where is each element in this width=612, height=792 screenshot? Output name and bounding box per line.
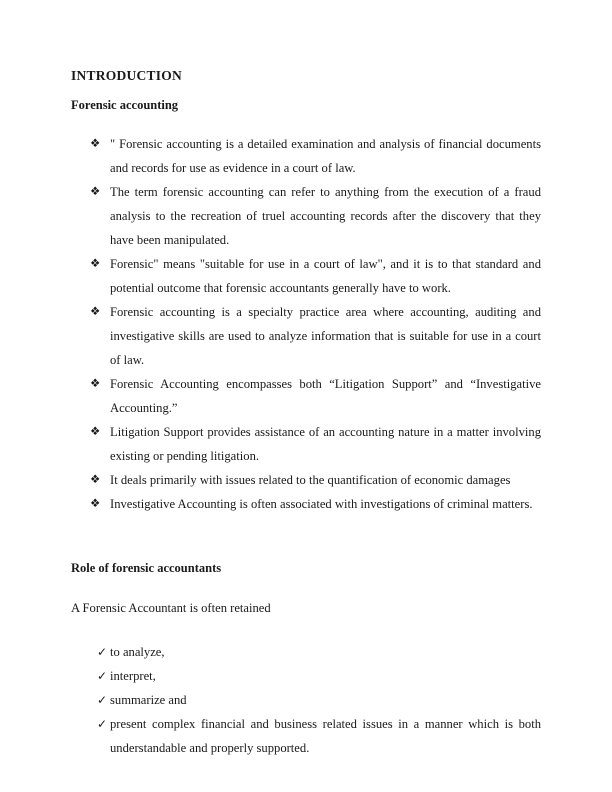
- list-item: [71, 132, 541, 180]
- lead-in-paragraph: A Forensic Accountant is often retained: [71, 601, 271, 615]
- check-bullet-icon: ✓: [97, 717, 108, 731]
- list-item: [71, 180, 541, 252]
- list-item: [71, 252, 541, 300]
- spacer: [71, 516, 541, 560]
- check-bullet-icon: ✓: [97, 669, 108, 683]
- list-item: [71, 468, 541, 492]
- forensic-accountant-role-list: [71, 640, 541, 760]
- page-title: INTRODUCTION: [71, 68, 183, 83]
- list-item-text: Forensic accounting is a specialty practice area where accounting, auditing and investigative skills are used to analyze information that is suitable for use in a court of law.: [110, 305, 541, 367]
- diamond-bullet-icon: ❖: [90, 426, 101, 438]
- list-item-text: Investigative Accounting is often associated with investigations of criminal matters.: [110, 497, 533, 511]
- diamond-bullet-icon: ❖: [90, 258, 101, 270]
- list-item-text: Forensic" means "suitable for use in a court of law", and it is to that standard and potential outcome that forensic accountants generally have to work.: [110, 257, 541, 295]
- list-item: [71, 688, 541, 712]
- list-item-text: " Forensic accounting is a detailed examination and analysis of financial documents and records for use as evidence in a court of law.: [110, 137, 541, 175]
- list-item-text: present complex financial and business related issues in a manner which is both understandable and properly supported.: [110, 717, 541, 755]
- forensic-accounting-list: [71, 132, 541, 516]
- diamond-bullet-icon: ❖: [90, 498, 101, 510]
- list-item-text: It deals primarily with issues related to the quantification of economic damages: [110, 473, 511, 487]
- check-bullet-icon: ✓: [97, 645, 108, 659]
- section-heading-role-of-forensic-accountants: Role of forensic accountants: [71, 561, 222, 575]
- diamond-bullet-icon: ❖: [90, 378, 101, 390]
- diamond-bullet-icon: ❖: [90, 138, 101, 150]
- list-item-text: interpret,: [110, 669, 156, 683]
- list-item: [71, 492, 541, 516]
- document-body: [71, 68, 541, 760]
- list-item: [71, 664, 541, 688]
- diamond-bullet-icon: ❖: [90, 186, 101, 198]
- list-item: [71, 372, 541, 420]
- list-item-text: The term forensic accounting can refer to anything from the execution of a fraud analysis to the recreation of truel accounting records after the discovery that they have been manipulated.: [110, 185, 541, 247]
- spacer: [71, 576, 541, 596]
- spacer: [71, 113, 541, 132]
- list-item-text: summarize and: [110, 693, 187, 707]
- list-item: [71, 712, 541, 760]
- check-bullet-icon: ✓: [97, 693, 108, 707]
- list-item-text: to analyze,: [110, 645, 165, 659]
- diamond-bullet-icon: ❖: [90, 474, 101, 486]
- list-item-text: Forensic Accounting encompasses both “Litigation Support” and “Investigative Accounting.”: [110, 377, 541, 415]
- list-item-text: Litigation Support provides assistance of an accounting nature in a matter involving existing or pending litigation.: [110, 425, 541, 463]
- list-item: [71, 300, 541, 372]
- list-item: [71, 420, 541, 468]
- list-item: [71, 640, 541, 664]
- diamond-bullet-icon: ❖: [90, 306, 101, 318]
- spacer: [71, 620, 541, 640]
- section-heading-forensic-accounting: Forensic accounting: [71, 98, 179, 112]
